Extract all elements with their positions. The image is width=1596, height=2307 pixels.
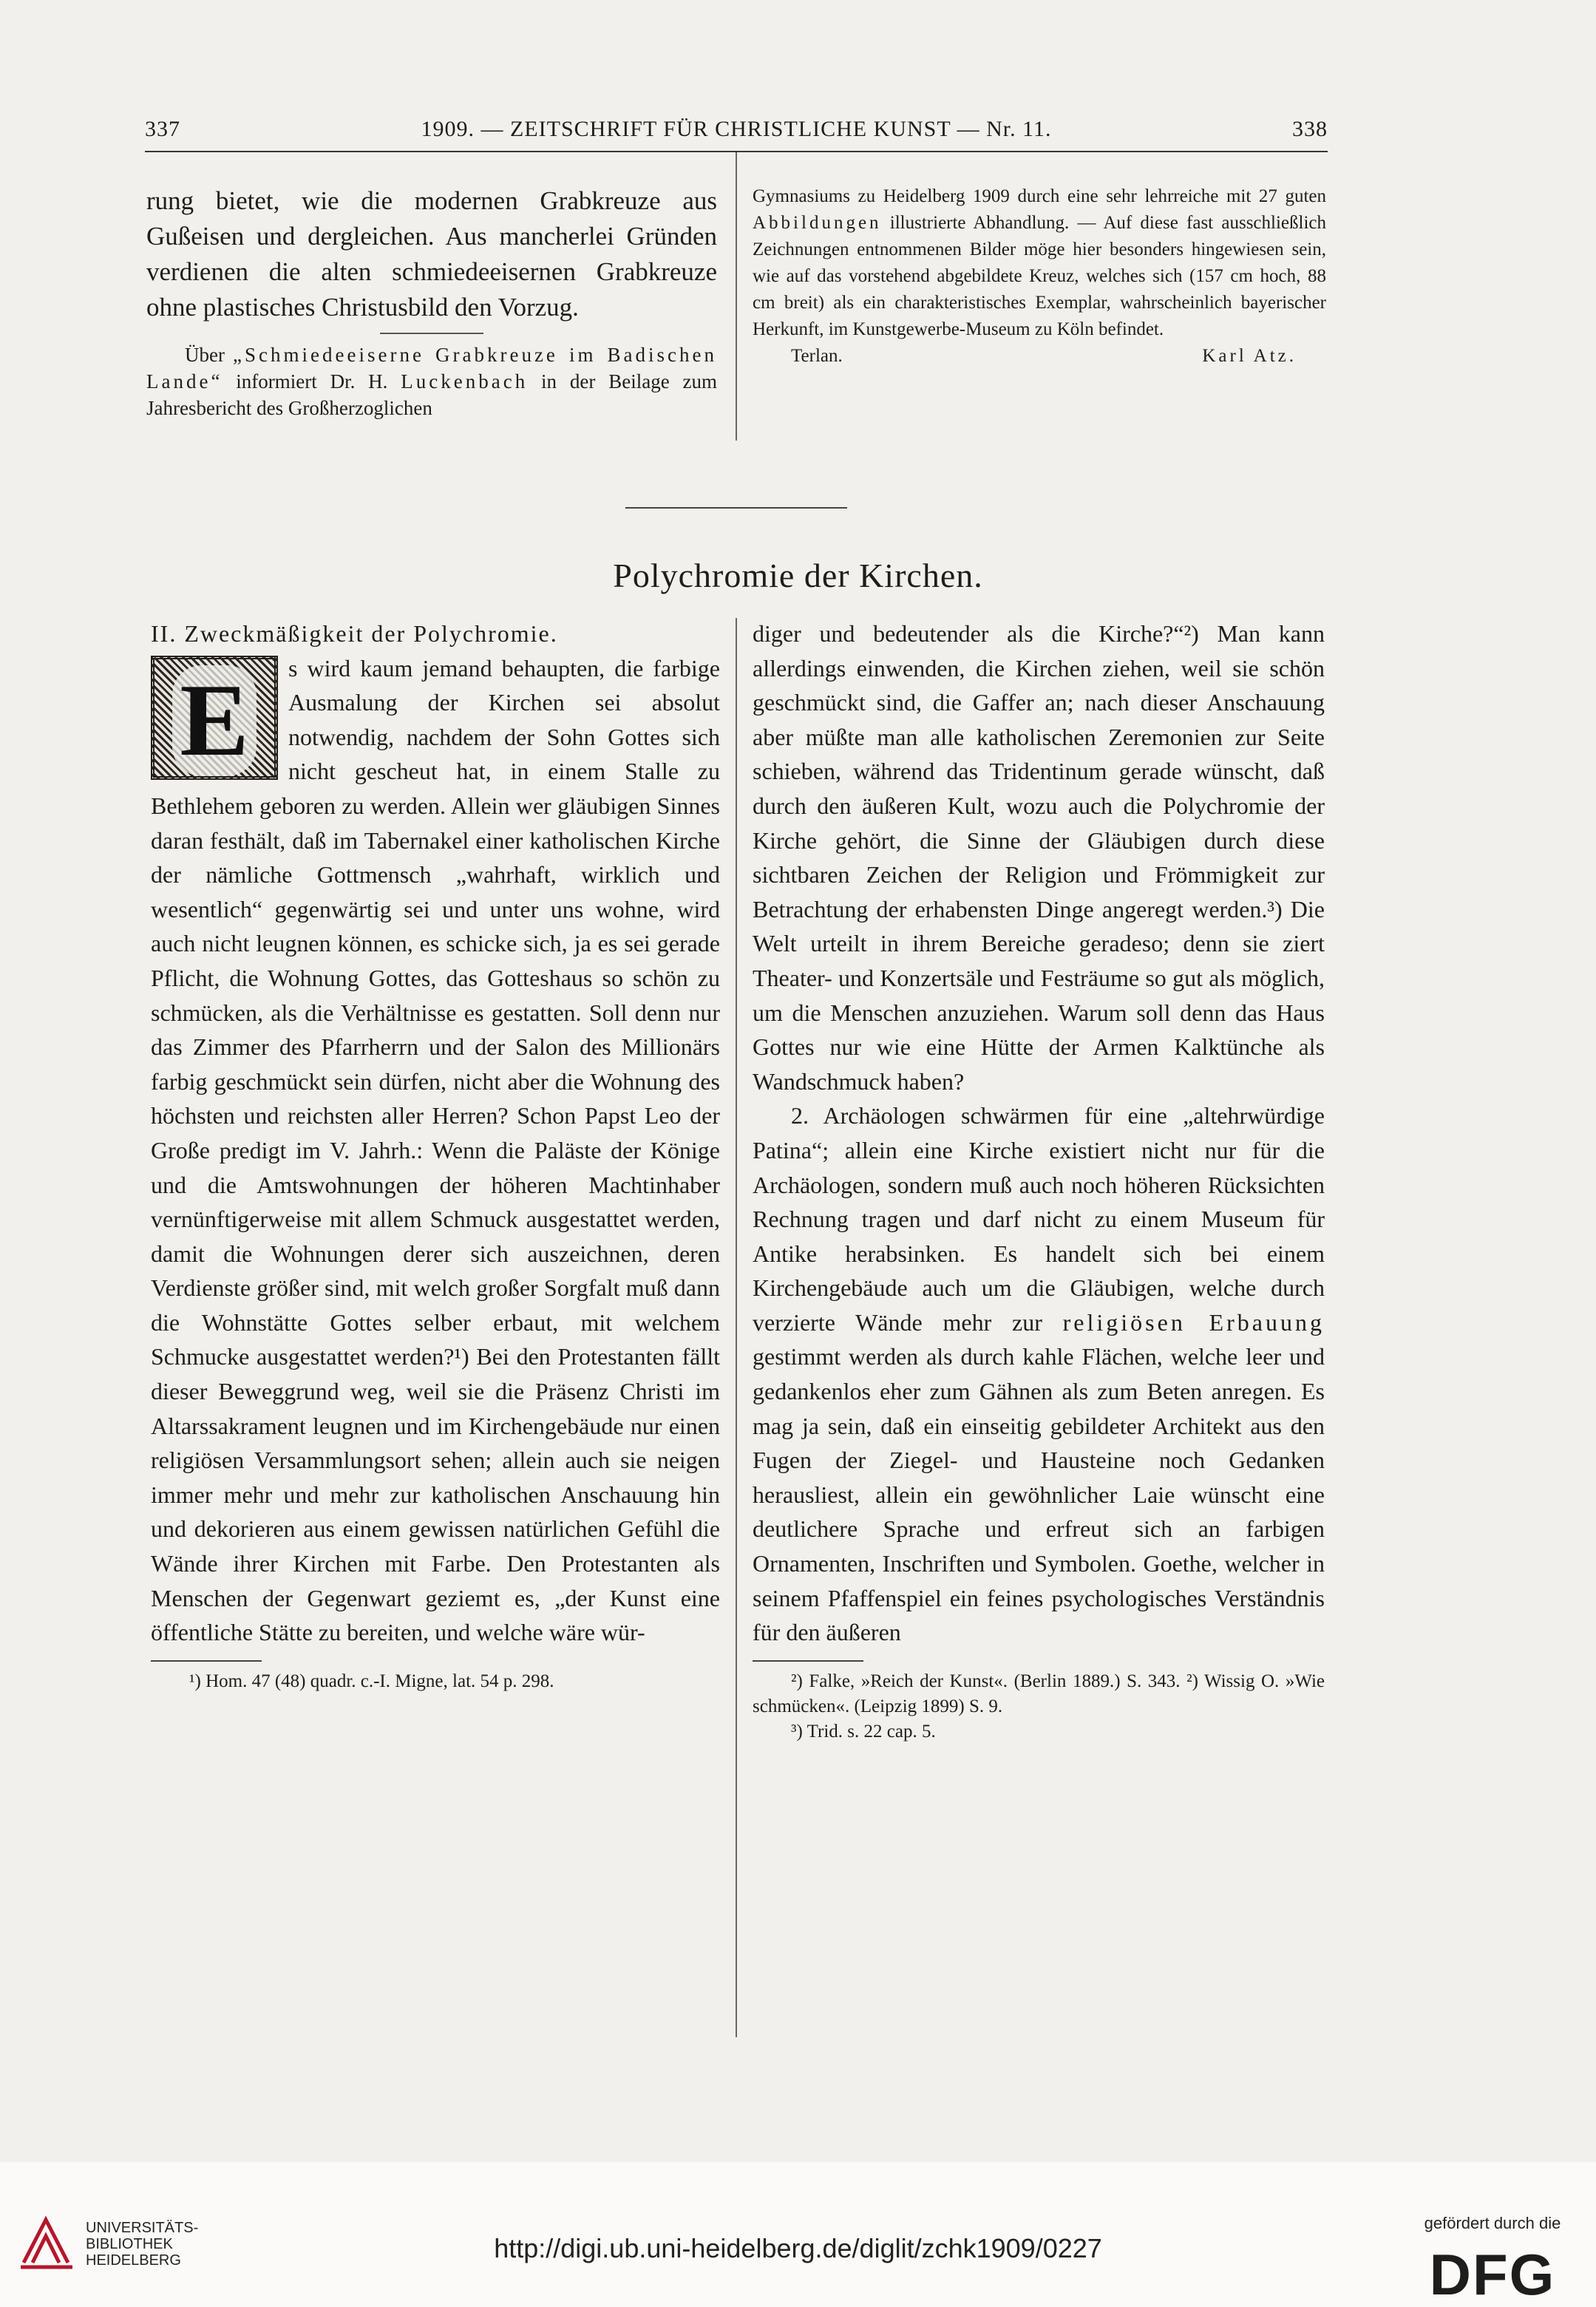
main-right-column (753, 616, 1325, 1744)
dfg-logo: DFG (1429, 2242, 1556, 2307)
paragraph-right-1: diger und bedeutender als die Kirche?“²) Man kann allerdings einwenden, die Kirchen ziehen, weil sie schön geschmückt sind, die Gaffer an; nach dieser Anschauung aber müßte man alle katholischen Zeremonien zur Seite schieben, während das Tridentinum gerade wünscht, daß durch den äußeren Kult, wozu auch die Polychromie der Kirche gehört, die Sinne der Gläubigen durch diese sichtbaren Zeichen der Religion und Frömmigkeit zur Betrachtung der erhabensten Dinge angeregt werden.³) Die Welt urteilt in ihrem Bereiche geradeso; denn sie ziert Theater- und Konzertsäle und Festräume so gut als möglich, um die Menschen anzuziehen. Warum soll denn das Haus Gottes nur wie eine Hütte der Armen Kalktünche als Wandschmuck haben? (753, 620, 1325, 1095)
paragraph-right-2a: 2. Archäologen schwärmen für eine „altehrwürdige Patina“; allein eine Kirche existiert nicht nur für die Archäologen, sondern muß auch noch höheren Rücksichten Rechnung tragen und darf nicht zu einem Museum für Antike herabsinken. Es handelt sich bei einem Kirchengebäude auch um die Gläubigen, welche durch verzierte Wände mehr zur (753, 1102, 1325, 1336)
top-right-column (753, 183, 1326, 370)
permalink[interactable]: http://digi.ub.uni-heidelberg.de/diglit/zchk1909/0227 (494, 2233, 1102, 2263)
article-title: Polychromie der Kirchen. (613, 557, 983, 594)
footnotes-left (151, 1669, 720, 1694)
reference-paragraph (146, 342, 717, 421)
library-line-3: HEIDELBERG (86, 2252, 181, 2269)
library-line-2: BIBLIOTHEK (86, 2236, 173, 2252)
main-paragraph-left (151, 651, 720, 1650)
column-divider-main (736, 618, 737, 2037)
closing-paragraph: rung bietet, wie die modernen Grabkreuze aus Gußeisen und dergleichen. Aus mancherlei Gründen verdienen die alten schmiedeeisernen Grabkreuze ohne plastisches Christusbild den Vorzug. (146, 186, 717, 322)
signature-line (753, 343, 1326, 370)
reference-continuation (753, 183, 1326, 343)
paragraph-right-2b: gestimmt werden als durch kahle Flächen, welche leer und gedankenlos eher zum Gähnen als zum Beten anregen. Es mag ja sein, daß ein einseitig gebildeter Architekt aus den Fugen der Ziegel- und Hausteine noch Gedanken herausliest, allein ein gewöhnlicher Laie wünscht eine deutlichere Sprache und erfreut sich an farbigen Ornamenten, Inschriften und Symbolen. Goethe, welcher in seinem Pfaffenspiel ein feines psychologisches Verständnis für den äußeren (753, 1343, 1325, 1646)
reference-tail: in der Beilage zum Jahresbericht des Großherzoglichen (146, 370, 717, 419)
viewer-footer (0, 2162, 1596, 2306)
reference-title: „Schmiedeeiserne Grabkreuze im Badischen Lande“ (146, 344, 717, 393)
body-text-left: s wird kaum jemand behaupten, die farbige Ausmalung der Kirchen sei absolut notwendig, nachdem der Sohn Gottes sich nicht gescheut hat, in einem Stalle zu Bethlehem geboren zu werden. Allein wer gläubigen Sinnes daran festhält, daß im Tabernakel einer katholischen Kirche der nämliche Gottmensch „wahrhaft, wirklich und wesentlich“ gegenwärtig sei und unter uns wohne, wird auch nicht leugnen können, es schicke sich, ja es sei gerade Pflicht, die Wohnung Gottes, das Gotteshaus so schön zu schmücken, als die Verhältnisse es gestatten. Soll denn nur das Zimmer des Pfarrherrn und der Salon des Millionärs farbig geschmückt sein dürfen, nicht aber die Wohnung des höchsten und reichsten aller Herren? Schon Papst Leo der Große predigt im V. Jahrh.: Wenn die Paläste der Könige und die Amtswohnungen der höheren Machtinhaber vernünftigerweise mit allem Schmuck ausgestattet werden, damit die Wohnungen derer sich auszeichnen, deren Verdienste größer sind, mit welch großer Sorgfalt muß dann die Wohnstätte Gottes selber erbaut, mit welchem Schmucke ausgestattet werden?¹) Bei den Protestanten fällt dieser Beweggrund weg, weil sie die Präsenz Christi im Altarssakrament leugnen und im Kirchengebäude nur einen religiösen Versammlungsort sehen; allein auch sie neigen immer mehr und mehr zur katholischen Anschauung hin und dekorieren aus einem gewissen natürlichen Gefühl die Wände ihrer Kirchen mit Farbe. Den Protestanten als Menschen der Gegenwart geziemt es, „der Kunst eine öffentliche Stätte zu bereiten, und welche wäre wür- (151, 654, 720, 1646)
continuation-text-a: Gymnasiums zu Heidelberg 1909 durch eine sehr lehrreiche mit 27 guten (753, 186, 1326, 206)
top-left-column (146, 183, 717, 421)
decorated-initial (151, 656, 278, 780)
reference-mid: informiert Dr. H. (223, 370, 401, 393)
footnotes-right (753, 1669, 1325, 1744)
section-heading: II. Zweckmäßigkeit der Polychromie. (151, 620, 558, 647)
footnote-2: ²) Falke, »Reich der Kunst«. (Berlin 1889.) S. 343. ²) Wissig O. »Wie schmücken«. (Leipzig 1899) S. 9. (753, 1671, 1325, 1716)
running-header (145, 117, 1328, 152)
article-separator (625, 507, 847, 509)
reference-author: Luckenbach (401, 370, 529, 393)
signature-place: Terlan. (791, 346, 843, 366)
funding-note: gefördert durch die (1424, 2214, 1561, 2232)
library-line-1: UNIVERSITÄTS- (86, 2220, 199, 2236)
section-rule (380, 333, 483, 334)
signature-author: Karl Atz. (1202, 346, 1297, 366)
footnote-3: ³) Trid. s. 22 cap. 5. (791, 1721, 936, 1742)
reference-lead: Über (185, 344, 234, 366)
continuation-emphasis: Abbildungen (753, 213, 882, 233)
main-left-column (151, 616, 720, 1694)
paragraph-right-2 (753, 1098, 1325, 1650)
footnote-rule-left (151, 1660, 262, 1662)
footnote-1: ¹) Hom. 47 (48) quadr. c.-I. Migne, lat. 54 p. 298. (189, 1671, 554, 1691)
page-number-right: 338 (1292, 117, 1328, 141)
journal-title: 1909. — ZEITSCHRIFT FÜR CHRISTLICHE KUNST — Nr. 11. (421, 117, 1052, 141)
column-divider-top (736, 152, 737, 441)
initial-letter: E (172, 665, 257, 776)
footnote-rule-right (753, 1660, 863, 1662)
paragraph-right-2-spaced: religiösen Erbauung (1062, 1308, 1325, 1336)
page-number-left: 337 (145, 117, 180, 141)
continuation-text-c: illustrierte Abhandlung. — Auf diese fast ausschließlich Zeichnungen entnommenen Bilder möge hier besonders hingewiesen sein, wie auf das vorstehend abgebildete Kreuz, welches sich (157 cm hoch, 88 cm breit) als ein charakteristisches Exemplar, wahrscheinlich bayerischer Herkunft, im Kunstgewerbe-Museum zu Köln befindet. (753, 213, 1326, 339)
